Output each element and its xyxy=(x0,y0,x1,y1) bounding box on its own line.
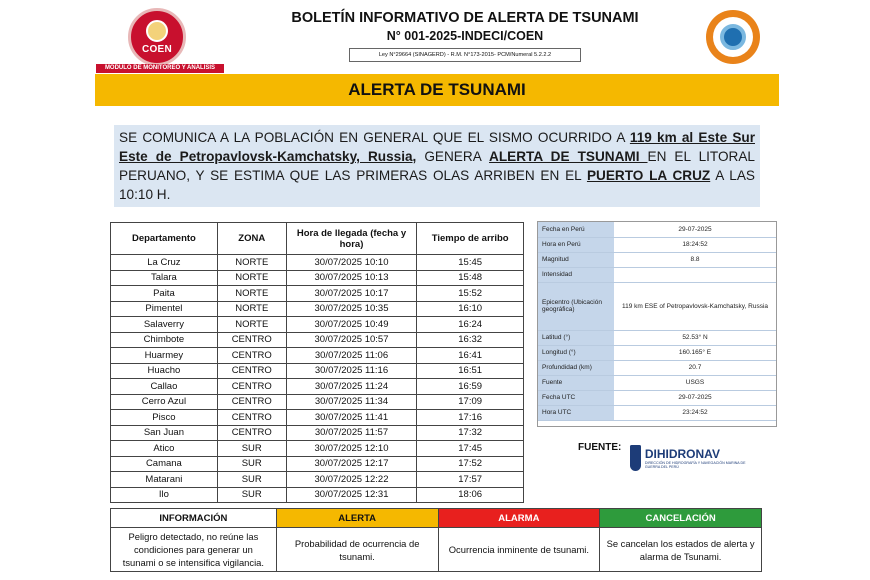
departamento-cell: Huacho xyxy=(111,363,218,379)
coen-emblem-icon xyxy=(146,20,168,42)
coen-logo xyxy=(128,8,186,66)
departamento-cell: Ilo xyxy=(111,487,218,503)
quake-info-label: Longitud (°) xyxy=(538,345,614,360)
zona-cell: CENTRO xyxy=(217,425,286,441)
quake-info-value: 18:24:52 xyxy=(614,237,776,252)
zona-cell: CENTRO xyxy=(217,363,286,379)
arrival-row xyxy=(111,410,524,426)
quake-info-row xyxy=(538,360,776,375)
quake-info-label: Latitud (°) xyxy=(538,330,614,345)
quake-info-value: 20.7 xyxy=(614,360,776,375)
arrival-row xyxy=(111,487,524,503)
quake-info-value xyxy=(614,267,776,282)
quake-info-label: Intensidad xyxy=(538,267,614,282)
departamento-cell: Callao xyxy=(111,379,218,395)
quake-info-value: 8.8 xyxy=(614,252,776,267)
arrivals-header-row xyxy=(111,223,524,255)
hora-llegada-cell: 30/07/2025 10:57 xyxy=(286,332,417,348)
zona-cell: NORTE xyxy=(217,286,286,302)
arrival-row xyxy=(111,379,524,395)
hora-llegada-cell: 30/07/2025 12:31 xyxy=(286,487,417,503)
legend-cancelacion-text: Se cancelan los estados de alerta y alarma de Tsunami. xyxy=(600,528,762,572)
quake-info-row xyxy=(538,375,776,390)
departamento-cell: Atico xyxy=(111,441,218,457)
zona-cell: NORTE xyxy=(217,270,286,286)
quake-info-row xyxy=(538,282,776,330)
quake-info-value: 29-07-2025 xyxy=(614,222,776,237)
hora-llegada-cell: 30/07/2025 11:24 xyxy=(286,379,417,395)
tiempo-arribo-cell: 16:51 xyxy=(417,363,524,379)
hora-llegada-cell: 30/07/2025 10:10 xyxy=(286,255,417,271)
zona-cell: SUR xyxy=(217,456,286,472)
hora-llegada-cell: 30/07/2025 12:22 xyxy=(286,472,417,488)
departamento-cell: Salaverry xyxy=(111,317,218,333)
arrival-row xyxy=(111,332,524,348)
bulletin-title: BOLETÍN INFORMATIVO DE ALERTA DE TSUNAMI xyxy=(291,10,639,26)
tiempo-arribo-cell: 17:52 xyxy=(417,456,524,472)
arrival-row xyxy=(111,425,524,441)
dihidronav-name: DIHIDRONAV xyxy=(644,447,720,461)
zona-cell: CENTRO xyxy=(217,410,286,426)
departamento-cell: Huarmey xyxy=(111,348,218,364)
hora-llegada-cell: 30/07/2025 11:06 xyxy=(286,348,417,364)
statement-alert: ALERTA DE TSUNAMI xyxy=(489,149,648,164)
zona-cell: NORTE xyxy=(217,301,286,317)
hora-llegada-cell: 30/07/2025 10:35 xyxy=(286,301,417,317)
hora-llegada-cell: 30/07/2025 11:16 xyxy=(286,363,417,379)
dihidronav-subtitle: DIRECCIÓN DE HIDROGRAFÍA Y NAVEGACIÓN MARINA DE GUERRA DEL PERÚ xyxy=(644,461,746,469)
quake-info-label: Magnitud xyxy=(538,252,614,267)
quake-info-value: USGS xyxy=(614,375,776,390)
statement-location: 119 km al Este Sur Este de Petropavlovsk-Kamchatsky, Russia, xyxy=(119,130,755,164)
tiempo-arribo-cell: 16:41 xyxy=(417,348,524,364)
arrival-row xyxy=(111,255,524,271)
tiempo-arribo-cell: 17:57 xyxy=(417,472,524,488)
source-label: FUENTE: xyxy=(578,442,622,453)
zona-cell: SUR xyxy=(217,472,286,488)
quake-info-row xyxy=(538,267,776,282)
quake-info-value: 160.165° E xyxy=(614,345,776,360)
departamento-cell: Pisco xyxy=(111,410,218,426)
arrival-row xyxy=(111,363,524,379)
quake-info-value: 119 km ESE of Petropavlovsk-Kamchatsky, Russia xyxy=(614,282,776,330)
statement-text: A LAS 10:10 H. xyxy=(119,168,755,202)
tiempo-arribo-cell: 17:09 xyxy=(417,394,524,410)
departamento-cell: La Cruz xyxy=(111,255,218,271)
arrival-row xyxy=(111,317,524,333)
tiempo-arribo-cell: 15:48 xyxy=(417,270,524,286)
quake-info-value: 52.53° N xyxy=(614,330,776,345)
arrival-row xyxy=(111,394,524,410)
departamento-cell: Talara xyxy=(111,270,218,286)
tiempo-arribo-cell: 16:32 xyxy=(417,332,524,348)
quake-info-row xyxy=(538,252,776,267)
quake-info-value: 29-07-2025 xyxy=(614,390,776,405)
quake-info-label: Epicentro (Ubicación geográfica) xyxy=(538,282,614,330)
arrival-row xyxy=(111,270,524,286)
legend-alarma: ALARMA xyxy=(438,509,600,528)
alert-levels-legend xyxy=(110,508,762,572)
arrival-row xyxy=(111,286,524,302)
legend-informacion: INFORMACIÓN xyxy=(111,509,277,528)
tiempo-arribo-cell: 18:06 xyxy=(417,487,524,503)
legend-alarma-text: Ocurrencia inminente de tsunami. xyxy=(438,528,600,572)
quake-info-row xyxy=(538,345,776,360)
departamento-cell: Camana xyxy=(111,456,218,472)
header-tiempo: Tiempo de arribo xyxy=(417,223,524,255)
arrival-row xyxy=(111,456,524,472)
modulo-label: MÓDULO DE MONITOREO Y ANÁLISIS xyxy=(96,64,224,73)
law-reference: Ley N°29664 (SINAGERD) - R.M. N°173-2015- PCM/Numeral 5.2.2.2 xyxy=(349,48,581,62)
hora-llegada-cell: 30/07/2025 12:10 xyxy=(286,441,417,457)
quake-info-label: Hora en Perú xyxy=(538,237,614,252)
departamento-cell: Chimbote xyxy=(111,332,218,348)
hora-llegada-cell: 30/07/2025 10:13 xyxy=(286,270,417,286)
quake-info-label: Profundidad (km) xyxy=(538,360,614,375)
quake-info-label: Fecha en Perú xyxy=(538,222,614,237)
tiempo-arribo-cell: 16:10 xyxy=(417,301,524,317)
hora-llegada-cell: 30/07/2025 11:34 xyxy=(286,394,417,410)
departamento-cell: Paita xyxy=(111,286,218,302)
departamento-cell: Cerro Azul xyxy=(111,394,218,410)
departamento-cell: Pimentel xyxy=(111,301,218,317)
quake-info-label: Fuente xyxy=(538,375,614,390)
statement-text: SE COMUNICA A LA POBLACIÓN EN GENERAL QUE EL SISMO OCURRIDO A xyxy=(119,130,630,145)
quake-info-row xyxy=(538,405,776,420)
quake-info-row xyxy=(538,390,776,405)
statement xyxy=(114,125,760,207)
zona-cell: NORTE xyxy=(217,255,286,271)
earthquake-info-panel xyxy=(537,221,777,427)
tiempo-arribo-cell: 16:59 xyxy=(417,379,524,395)
quake-info-row xyxy=(538,330,776,345)
hora-llegada-cell: 30/07/2025 10:49 xyxy=(286,317,417,333)
tiempo-arribo-cell: 17:45 xyxy=(417,441,524,457)
quake-info-row xyxy=(538,222,776,237)
dihidronav-logo xyxy=(630,440,750,476)
alert-banner: ALERTA DE TSUNAMI xyxy=(95,74,779,106)
coen-logo-text: COEN xyxy=(141,43,173,55)
hora-llegada-cell: 30/07/2025 11:41 xyxy=(286,410,417,426)
tiempo-arribo-cell: 16:24 xyxy=(417,317,524,333)
quake-info-row xyxy=(538,237,776,252)
tiempo-arribo-cell: 17:16 xyxy=(417,410,524,426)
zona-cell: SUR xyxy=(217,441,286,457)
header-zona: ZONA xyxy=(217,223,286,255)
shield-icon xyxy=(630,445,641,471)
header-departamento: Departamento xyxy=(111,223,218,255)
zona-cell: CENTRO xyxy=(217,332,286,348)
quake-info-label: Fecha UTC xyxy=(538,390,614,405)
zona-cell: NORTE xyxy=(217,317,286,333)
statement-text: EN EL LITORAL PERUANO, Y SE ESTIMA QUE LAS PRIMERAS OLAS ARRIBEN EN EL xyxy=(119,149,755,183)
statement-text: GENERA xyxy=(416,149,490,164)
arrival-row xyxy=(111,348,524,364)
tiempo-arribo-cell: 17:32 xyxy=(417,425,524,441)
quake-info-label: Hora UTC xyxy=(538,405,614,420)
hora-llegada-cell: 30/07/2025 11:57 xyxy=(286,425,417,441)
arrival-row xyxy=(111,301,524,317)
zona-cell: CENTRO xyxy=(217,348,286,364)
earthquake-info-table xyxy=(538,222,776,421)
hora-llegada-cell: 30/07/2025 10:17 xyxy=(286,286,417,302)
quake-info-value: 23:24:52 xyxy=(614,405,776,420)
legend-text-row xyxy=(111,528,762,572)
header-hora: Hora de llegada (fecha y hora) xyxy=(286,223,417,255)
indeci-logo-icon xyxy=(706,10,760,64)
arrival-row xyxy=(111,441,524,457)
legend-alerta-text: Probabilidad de ocurrencia de tsunami. xyxy=(276,528,438,572)
bulletin-number: N° 001-2025-INDECI/COEN xyxy=(386,29,544,43)
tiempo-arribo-cell: 15:45 xyxy=(417,255,524,271)
arrivals-table xyxy=(110,222,524,503)
departamento-cell: Matarani xyxy=(111,472,218,488)
zona-cell: CENTRO xyxy=(217,394,286,410)
legend-informacion-text: Peligro detectado, no reúne las condiciones para generar un tsunami o se intensifica vigilancia. xyxy=(111,528,277,572)
arrival-row xyxy=(111,472,524,488)
hora-llegada-cell: 30/07/2025 12:17 xyxy=(286,456,417,472)
legend-alerta: ALERTA xyxy=(276,509,438,528)
legend-header-row xyxy=(111,509,762,528)
departamento-cell: San Juan xyxy=(111,425,218,441)
legend-cancelacion: CANCELACIÓN xyxy=(600,509,762,528)
zona-cell: CENTRO xyxy=(217,379,286,395)
tiempo-arribo-cell: 15:52 xyxy=(417,286,524,302)
statement-port: PUERTO LA CRUZ xyxy=(586,168,711,183)
zona-cell: SUR xyxy=(217,487,286,503)
